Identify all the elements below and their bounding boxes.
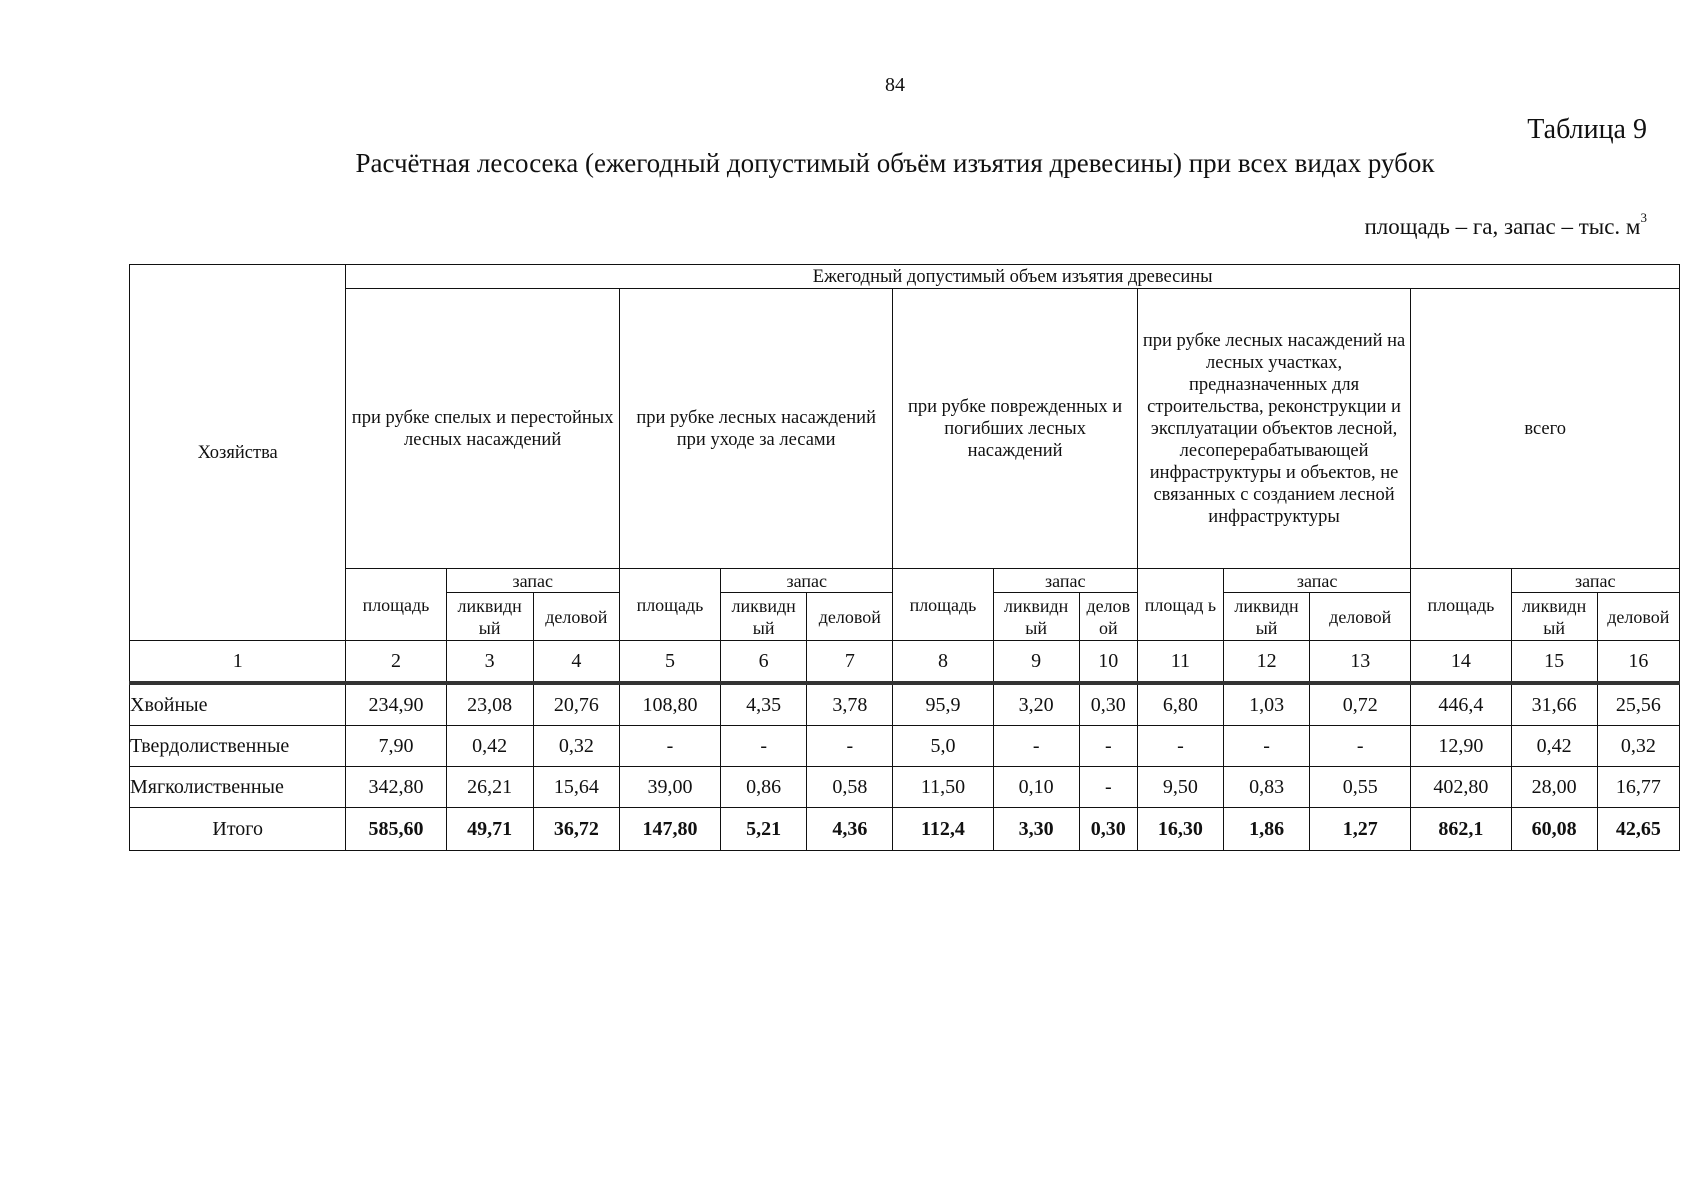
table-cell: 342,80	[346, 767, 446, 808]
table-cell: 0,42	[1511, 726, 1597, 767]
total-cell: 16,30	[1137, 808, 1223, 851]
header-area: площад ь	[1137, 569, 1223, 641]
column-number: 14	[1411, 641, 1511, 684]
header-stock: запас	[1223, 569, 1410, 593]
table-cell: -	[1223, 726, 1309, 767]
units-text: площадь – га, запас – тыс. м	[1364, 214, 1641, 239]
column-number: 5	[619, 641, 720, 684]
total-cell: 112,4	[893, 808, 993, 851]
header-liquid: ликвидн ый	[1223, 593, 1309, 641]
table-cell: -	[1079, 726, 1137, 767]
table-cell: 446,4	[1411, 683, 1511, 726]
header-farm: Хозяйства	[130, 265, 346, 641]
table-cell: 0,58	[807, 767, 893, 808]
total-label: Итого	[130, 808, 346, 851]
total-cell: 3,30	[993, 808, 1079, 851]
table-cell: 16,77	[1597, 767, 1679, 808]
table-cell: 1,03	[1223, 683, 1309, 726]
column-number: 3	[446, 641, 533, 684]
column-number: 15	[1511, 641, 1597, 684]
table-cell: 20,76	[533, 683, 619, 726]
header-business: деловой	[1310, 593, 1411, 641]
header-business: деловой	[807, 593, 893, 641]
harvest-table-wrapper	[129, 264, 1680, 851]
table-cell: 402,80	[1411, 767, 1511, 808]
table-cell: 0,30	[1079, 683, 1137, 726]
total-cell: 4,36	[807, 808, 893, 851]
total-cell: 5,21	[721, 808, 807, 851]
table-cell: 234,90	[346, 683, 446, 726]
header-annual-volume: Ежегодный допустимый объем изъятия древесины	[346, 265, 1680, 289]
header-stock: запас	[446, 569, 619, 593]
table-cell: 12,90	[1411, 726, 1511, 767]
table-row	[130, 726, 1680, 767]
table-cell: 5,0	[893, 726, 993, 767]
header-business: деловой	[1597, 593, 1679, 641]
table-cell: 31,66	[1511, 683, 1597, 726]
column-number: 11	[1137, 641, 1223, 684]
column-number: 9	[993, 641, 1079, 684]
table-cell: 26,21	[446, 767, 533, 808]
header-stock: запас	[993, 569, 1137, 593]
total-cell: 862,1	[1411, 808, 1511, 851]
document-title: Расчётная лесосека (ежегодный допустимый объём изъятия древесины) при всех видах рубок	[355, 148, 1435, 178]
table-cell: 4,35	[721, 683, 807, 726]
table-cell: 11,50	[893, 767, 993, 808]
table-cell: 95,9	[893, 683, 993, 726]
table-cell: 9,50	[1137, 767, 1223, 808]
table-cell: -	[619, 726, 720, 767]
table-cell: 6,80	[1137, 683, 1223, 726]
column-number: 6	[721, 641, 807, 684]
header-liquid: ликвидн ый	[993, 593, 1079, 641]
table-cell: 0,10	[993, 767, 1079, 808]
page-number: 84	[885, 74, 905, 96]
header-liquid: ликвидн ый	[721, 593, 807, 641]
table-cell: 108,80	[619, 683, 720, 726]
table-cell: 15,64	[533, 767, 619, 808]
header-area: площадь	[619, 569, 720, 641]
table-cell: 0,83	[1223, 767, 1309, 808]
header-stock: запас	[1511, 569, 1679, 593]
units-superscript: 3	[1640, 210, 1647, 225]
header-business: деловой	[533, 593, 619, 641]
row-label: Твердолиственные	[130, 726, 346, 767]
table-label: Таблица 9	[1527, 114, 1647, 145]
table-cell: 3,20	[993, 683, 1079, 726]
harvest-table	[129, 264, 1680, 851]
table-cell: 0,55	[1310, 767, 1411, 808]
row-label: Мягколиственные	[130, 767, 346, 808]
table-cell: 0,72	[1310, 683, 1411, 726]
column-number: 2	[346, 641, 446, 684]
header-business: делов ой	[1079, 593, 1137, 641]
total-cell: 60,08	[1511, 808, 1597, 851]
column-number: 13	[1310, 641, 1411, 684]
header-liquid: ликвидн ый	[446, 593, 533, 641]
total-cell: 1,86	[1223, 808, 1309, 851]
table-cell: -	[807, 726, 893, 767]
column-number: 7	[807, 641, 893, 684]
table-cell: 25,56	[1597, 683, 1679, 726]
table-cell: 7,90	[346, 726, 446, 767]
total-cell: 585,60	[346, 808, 446, 851]
table-cell: 0,32	[1597, 726, 1679, 767]
table-cell: 0,42	[446, 726, 533, 767]
header-area: площадь	[1411, 569, 1511, 641]
header-group-total: всего	[1411, 289, 1680, 569]
column-number: 16	[1597, 641, 1679, 684]
table-cell: -	[993, 726, 1079, 767]
units-note	[1364, 210, 1647, 240]
header-group-mature: при рубке спелых и перестойных лесных насаждений	[346, 289, 620, 569]
header-area: площадь	[346, 569, 446, 641]
column-number-row	[130, 641, 1680, 684]
table-cell: -	[1137, 726, 1223, 767]
total-cell: 147,80	[619, 808, 720, 851]
header-group-care: при рубке лесных насаждений при уходе за лесами	[619, 289, 893, 569]
header-area: площадь	[893, 569, 993, 641]
column-number: 12	[1223, 641, 1309, 684]
total-cell: 0,30	[1079, 808, 1137, 851]
total-cell: 49,71	[446, 808, 533, 851]
table-cell: 39,00	[619, 767, 720, 808]
column-number: 10	[1079, 641, 1137, 684]
table-cell: 0,86	[721, 767, 807, 808]
table-cell: 0,32	[533, 726, 619, 767]
column-number: 8	[893, 641, 993, 684]
table-cell: 3,78	[807, 683, 893, 726]
total-cell: 1,27	[1310, 808, 1411, 851]
table-cell: 23,08	[446, 683, 533, 726]
column-number: 4	[533, 641, 619, 684]
table-cell: -	[1079, 767, 1137, 808]
total-cell: 36,72	[533, 808, 619, 851]
header-liquid: ликвидн ый	[1511, 593, 1597, 641]
header-stock: запас	[721, 569, 893, 593]
table-cell: 28,00	[1511, 767, 1597, 808]
total-cell: 42,65	[1597, 808, 1679, 851]
table-row	[130, 683, 1680, 726]
header-group-damaged: при рубке поврежденных и погибших лесных насаждений	[893, 289, 1137, 569]
header-group-construction: при рубке лесных насаждений на лесных участках, предназначенных для строительства, реконструкции и эксплуатации объектов лесной, лесоперерабатывающей инфраструктуры и объектов, не связанных с созданием лесной инфраструктуры	[1137, 289, 1411, 569]
column-number: 1	[130, 641, 346, 684]
total-row	[130, 808, 1680, 851]
table-cell: -	[1310, 726, 1411, 767]
table-cell: -	[721, 726, 807, 767]
row-label: Хвойные	[130, 683, 346, 726]
table-row	[130, 767, 1680, 808]
